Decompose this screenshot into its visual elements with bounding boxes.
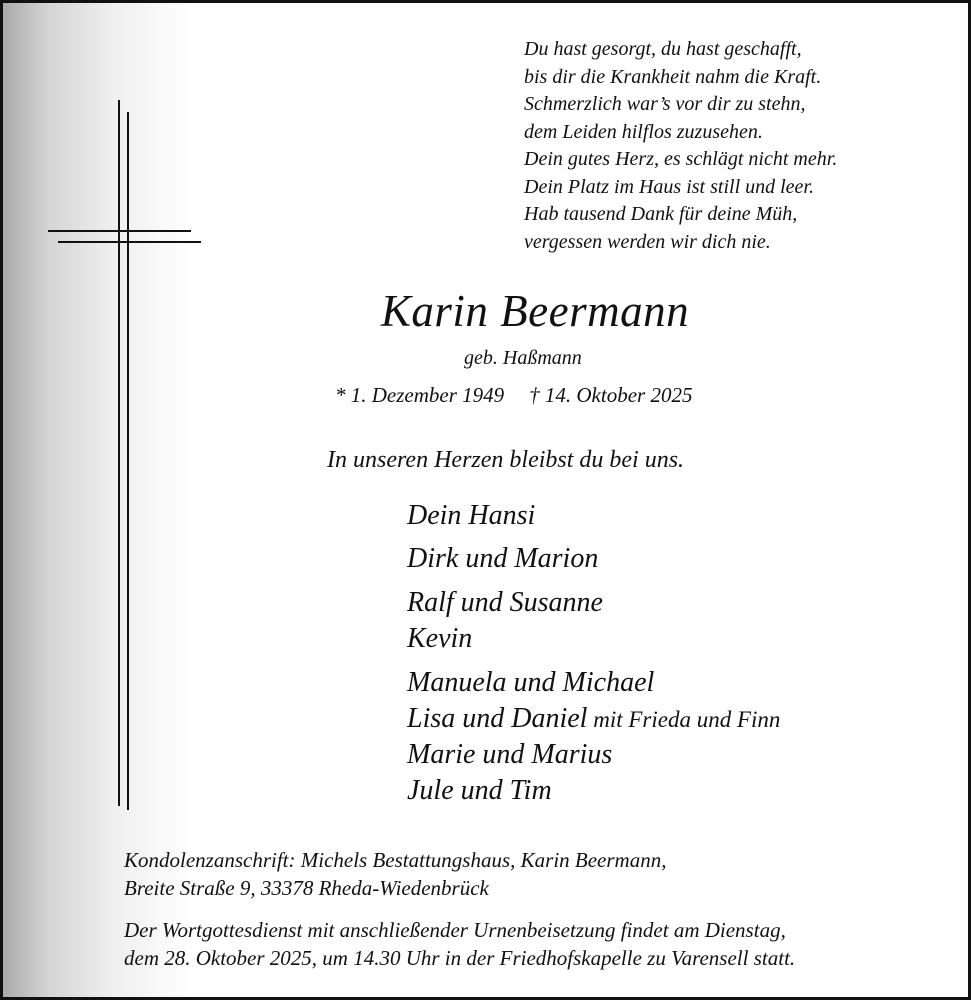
condolence-line: Breite Straße 9, 33378 Rheda-Wiedenbrück: [124, 876, 489, 900]
poem-line: vergessen werden wir dich nie.: [524, 230, 771, 253]
family-member-name: Marie und Marius: [407, 739, 613, 770]
family-member-name: Dirk und Marion: [407, 543, 599, 574]
family-member-name: Ralf und Susanne: [407, 587, 603, 618]
poem-line: Dein gutes Herz, es schlägt nicht mehr.: [524, 148, 838, 170]
poem-line: dem Leiden hilflos zuzusehen.: [524, 120, 763, 143]
family-member-name: Jule und Tim: [407, 775, 552, 806]
family-member: [407, 775, 552, 807]
poem-line: Du hast gesorgt, du hast geschafft,: [524, 38, 802, 60]
family-member: [407, 739, 612, 771]
poem-line: Schmerzlich war’s vor dir zu stehn,: [524, 93, 806, 115]
service-line: Der Wortgottesdienst mit anschließender Urnenbeisetzung findet am Dienstag,: [124, 918, 786, 942]
condolence-line: Kondolenzanschrift: Michels Bestattungshaus, Karin Beermann,: [124, 848, 667, 872]
family-member: [407, 667, 654, 699]
life-dates: [335, 383, 692, 408]
family-member: [407, 500, 535, 532]
poem-line: Dein Platz im Haus ist still und leer.: [524, 175, 814, 198]
family-member-name: Kevin: [407, 623, 473, 654]
death-date: † 14. Oktober 2025: [529, 383, 693, 407]
motto: In unseren Herzen bleibst du bei uns.: [327, 447, 685, 473]
deceased-name: Karin Beermann: [380, 286, 690, 336]
family-member-name: Lisa und Daniel: [407, 703, 588, 734]
family-member: [407, 703, 780, 735]
family-member-name: Manuela und Michael: [407, 667, 655, 698]
birth-date: * 1. Dezember 1949: [335, 383, 505, 407]
service-info: [124, 916, 795, 972]
family-member: [407, 623, 472, 655]
family-member-extra: mit Frieda und Finn: [587, 707, 781, 732]
family-member-name: Dein Hansi: [407, 500, 536, 531]
service-line: dem 28. Oktober 2025, um 14.30 Uhr in der Friedhofskapelle zu Varensell statt.: [124, 946, 796, 970]
poem-line: Hab tausend Dank für deine Müh,: [524, 203, 798, 225]
family-member: [407, 543, 598, 575]
poem: [524, 36, 837, 256]
family-member: [407, 587, 603, 619]
poem-line: bis dir die Krankheit nahm die Kraft.: [524, 65, 822, 88]
birth-name: geb. Haßmann: [464, 347, 582, 369]
condolence-address: [124, 846, 666, 902]
